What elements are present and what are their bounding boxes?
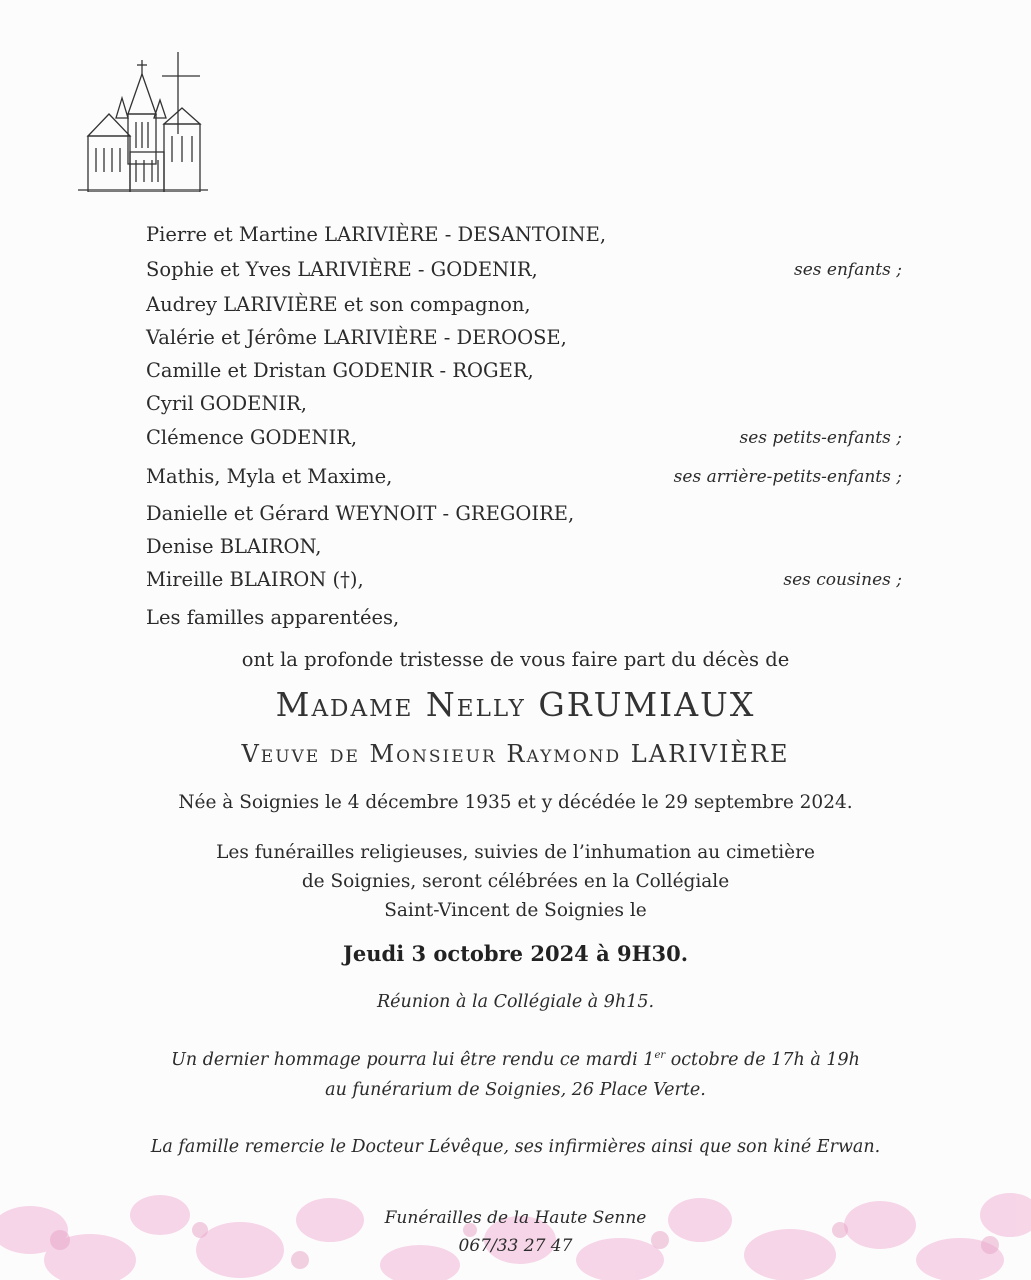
family-line bbox=[146, 257, 906, 283]
family-line bbox=[146, 292, 906, 318]
widow-title: Veuve de Monsieur Raymond bbox=[241, 740, 622, 768]
family-relation: ses enfants ; bbox=[794, 260, 902, 280]
family-relation bbox=[902, 534, 906, 560]
family-relation: ses cousines ; bbox=[783, 570, 902, 590]
church-illustration bbox=[78, 52, 208, 192]
funeral-date: Jeudi 3 octobre 2024 à 9H30. bbox=[342, 941, 689, 966]
tribute-details bbox=[0, 1041, 1031, 1105]
family-name: Mireille BLAIRON (†), bbox=[146, 568, 364, 591]
funeral-line: de Soignies, seront célébrées en la Collégiale bbox=[301, 871, 730, 892]
family-name: Camille et Dristan GODENIR - ROGER, bbox=[146, 359, 534, 382]
family-name: Mathis, Myla et Maxime, bbox=[146, 465, 393, 488]
tribute-line bbox=[0, 1041, 1031, 1075]
tribute-text: octobre de 17h à 19h bbox=[665, 1049, 860, 1070]
family-line bbox=[146, 358, 906, 384]
family-line bbox=[146, 425, 906, 451]
deceased-name bbox=[0, 685, 1031, 724]
family-relation: ses arrière-petits-enfants ; bbox=[673, 467, 902, 487]
family-line bbox=[146, 567, 906, 593]
undertaker-name: Funérailles de la Haute Senne bbox=[384, 1208, 647, 1228]
funeral-line: Les funérailles religieuses, suivies de l’inhumation au cimetière bbox=[216, 842, 815, 863]
widow-surname: LARIVIÈRE bbox=[630, 740, 790, 768]
family-name: Clémence GODENIR, bbox=[146, 426, 358, 449]
tribute-text: Un dernier hommage pourra lui être rendu ce mardi 1 bbox=[171, 1049, 655, 1070]
family-name: Danielle et Gérard WEYNOIT - GREGOIRE, bbox=[146, 502, 575, 525]
widow-line bbox=[0, 740, 1031, 768]
family-name: Sophie et Yves LARIVIÈRE - GODENIR, bbox=[146, 258, 538, 281]
family-line bbox=[146, 464, 906, 490]
meeting-time: Réunion à la Collégiale à 9h15. bbox=[376, 992, 655, 1012]
family-relation bbox=[902, 325, 906, 351]
family-name: Pierre et Martine LARIVIÈRE - DESANTOINE, bbox=[146, 223, 607, 246]
family-name: Denise BLAIRON, bbox=[146, 535, 322, 558]
family-relation bbox=[902, 501, 906, 527]
family-relation bbox=[902, 358, 906, 384]
family-line bbox=[146, 501, 906, 527]
family-name: Les familles apparentées, bbox=[146, 606, 400, 629]
family-name: Audrey LARIVIÈRE et son compagnon, bbox=[146, 293, 531, 316]
family-line bbox=[146, 605, 906, 631]
funeral-line: Saint-Vincent de Soignies le bbox=[384, 900, 647, 921]
thanks-note: La famille remercie le Docteur Lévêque, ses infirmières ainsi que son kiné Erwan. bbox=[150, 1137, 881, 1157]
tribute-line: au funérarium de Soignies, 26 Place Verte. bbox=[325, 1079, 706, 1100]
birth-death-dates: Née à Soignies le 4 décembre 1935 et y décédée le 29 septembre 2024. bbox=[178, 792, 853, 813]
deceased-surname: GRUMIAUX bbox=[538, 685, 756, 724]
funeral-details bbox=[0, 838, 1031, 925]
family-relation: ses petits-enfants ; bbox=[739, 428, 902, 448]
deceased-title: Madame Nelly bbox=[275, 685, 526, 724]
family-name: Cyril GODENIR, bbox=[146, 392, 308, 415]
tribute-superscript: er bbox=[654, 1050, 666, 1061]
family-line bbox=[146, 391, 906, 417]
family-line bbox=[146, 534, 906, 560]
family-relation bbox=[902, 605, 906, 631]
family-line bbox=[146, 222, 906, 248]
announcement-intro: ont la profonde tristesse de vous faire part du décès de bbox=[241, 648, 790, 671]
family-relation bbox=[902, 222, 906, 248]
family-relation bbox=[902, 391, 906, 417]
family-relation bbox=[902, 292, 906, 318]
undertaker-phone: 067/33 27 47 bbox=[458, 1236, 573, 1256]
family-line bbox=[146, 325, 906, 351]
family-name: Valérie et Jérôme LARIVIÈRE - DEROOSE, bbox=[146, 326, 567, 349]
